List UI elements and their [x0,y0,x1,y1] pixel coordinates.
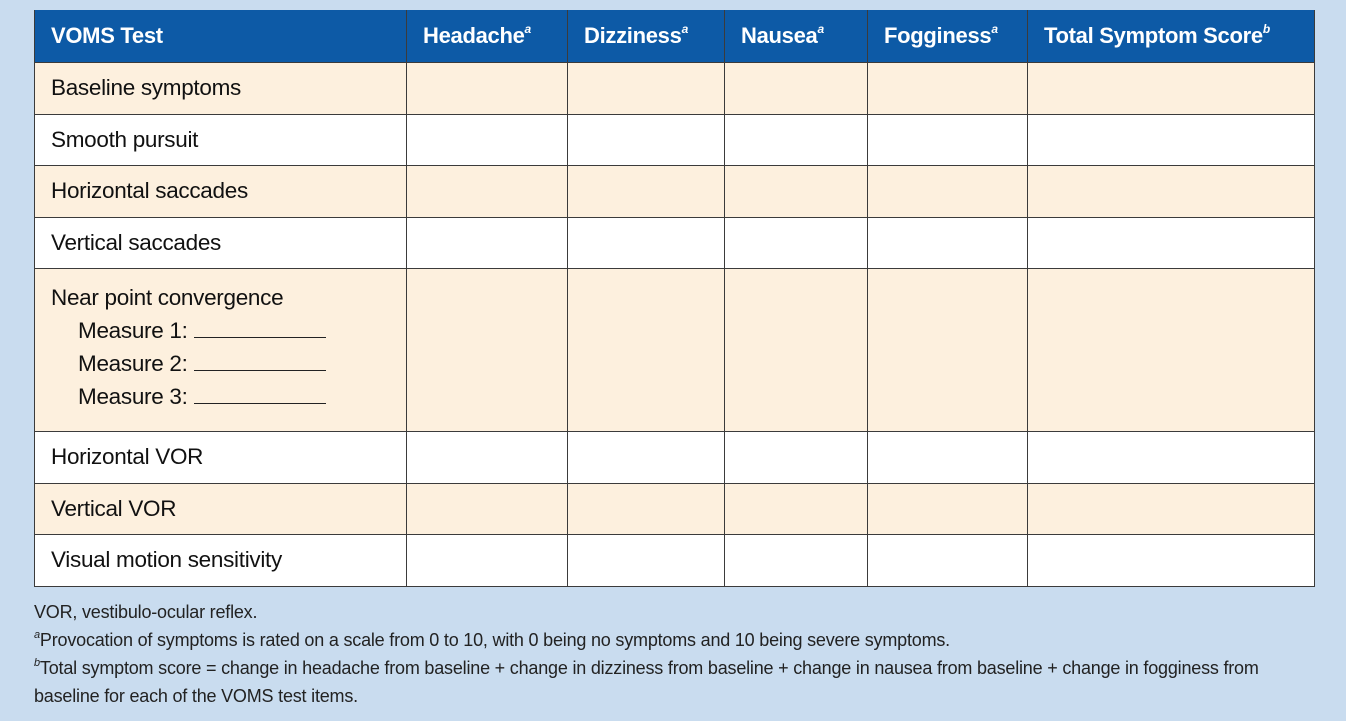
total-score-cell[interactable] [1028,217,1315,269]
headache-cell[interactable] [407,217,568,269]
header-voms-test: VOMS Test [35,10,407,63]
headache-cell[interactable] [407,166,568,218]
row-label: Vertical VOR [35,483,407,535]
row-label: Vertical saccades [35,217,407,269]
measure-3-blank[interactable] [194,383,326,404]
headache-cell[interactable] [407,432,568,484]
header-fogginess: Fogginess$^a$ [868,10,1028,63]
fogginess-cell[interactable] [868,483,1028,535]
row-label: Visual motion sensitivity [35,535,407,587]
nausea-cell[interactable] [725,483,868,535]
row-vertical-saccades [35,217,1315,269]
fogginess-cell[interactable] [868,269,1028,432]
total-score-cell[interactable] [1028,535,1315,587]
abbreviation-note: VOR, vestibulo-ocular reflex. [34,602,258,622]
dizziness-cell[interactable] [568,114,725,166]
fogginess-cell[interactable] [868,535,1028,587]
row-label: Baseline symptoms [35,63,407,115]
fogginess-cell[interactable] [868,114,1028,166]
voms-table [34,10,1315,587]
nausea-cell[interactable] [725,217,868,269]
nausea-cell[interactable] [725,432,868,484]
footnote-text: Provocation of symptoms is rated on a scale from 0 to 10, with 0 being no symptoms and 10 being severe symptoms. [39,630,950,650]
dizziness-cell[interactable] [568,166,725,218]
footnote-b [34,654,1324,710]
header-headache: Headache$^a$ [407,10,568,63]
total-score-cell[interactable] [1028,114,1315,166]
dizziness-cell[interactable] [568,63,725,115]
measure-1 [51,314,406,347]
headache-cell[interactable] [407,535,568,587]
footnote-mark: a [34,629,40,641]
total-score-cell[interactable] [1028,269,1315,432]
nausea-cell[interactable] [725,269,868,432]
total-score-cell[interactable] [1028,63,1315,115]
row-label [35,269,407,432]
fogginess-cell[interactable] [868,432,1028,484]
row-vertical-vor [35,483,1315,535]
row-label: Smooth pursuit [35,114,407,166]
row-horizontal-saccades [35,166,1315,218]
row-near-point-convergence [35,269,1315,432]
row-label: Horizontal saccades [35,166,407,218]
header-row [35,10,1315,63]
fogginess-cell[interactable] [868,63,1028,115]
nausea-cell[interactable] [725,166,868,218]
total-score-cell[interactable] [1028,483,1315,535]
headache-cell[interactable] [407,63,568,115]
measure-1-blank[interactable] [194,317,326,338]
dizziness-cell[interactable] [568,269,725,432]
footnote-text: Total symptom score = change in headache from baseline + change in dizziness from baseline + change in nausea from baseline + change in fogginess from baseline for each of the VOMS test items. [34,658,1259,706]
measure-label: Measure 2: [78,351,188,376]
table-footnotes [34,598,1324,710]
dizziness-cell[interactable] [568,535,725,587]
total-score-cell[interactable] [1028,166,1315,218]
fogginess-cell[interactable] [868,217,1028,269]
nausea-cell[interactable] [725,114,868,166]
measure-label: Measure 1: [78,318,188,343]
nausea-cell[interactable] [725,63,868,115]
nausea-cell[interactable] [725,535,868,587]
row-baseline-symptoms [35,63,1315,115]
headache-cell[interactable] [407,269,568,432]
headache-cell[interactable] [407,114,568,166]
measure-label: Measure 3: [78,384,188,409]
header-total-symptom-score: Total Symptom Score$^b$ [1028,10,1315,63]
footnote-a [34,626,1324,654]
header-dizziness: Dizziness$^a$ [568,10,725,63]
dizziness-cell[interactable] [568,432,725,484]
row-visual-motion-sensitivity [35,535,1315,587]
row-label: Horizontal VOR [35,432,407,484]
header-nausea: Nausea$^a$ [725,10,868,63]
row-horizontal-vor [35,432,1315,484]
fogginess-cell[interactable] [868,166,1028,218]
footnote-mark: b [34,657,40,669]
row-smooth-pursuit [35,114,1315,166]
dizziness-cell[interactable] [568,483,725,535]
dizziness-cell[interactable] [568,217,725,269]
measure-2-blank[interactable] [194,350,326,371]
npc-label: Near point convergence [51,285,284,310]
measure-3 [51,380,406,413]
headache-cell[interactable] [407,483,568,535]
measure-2 [51,347,406,380]
total-score-cell[interactable] [1028,432,1315,484]
